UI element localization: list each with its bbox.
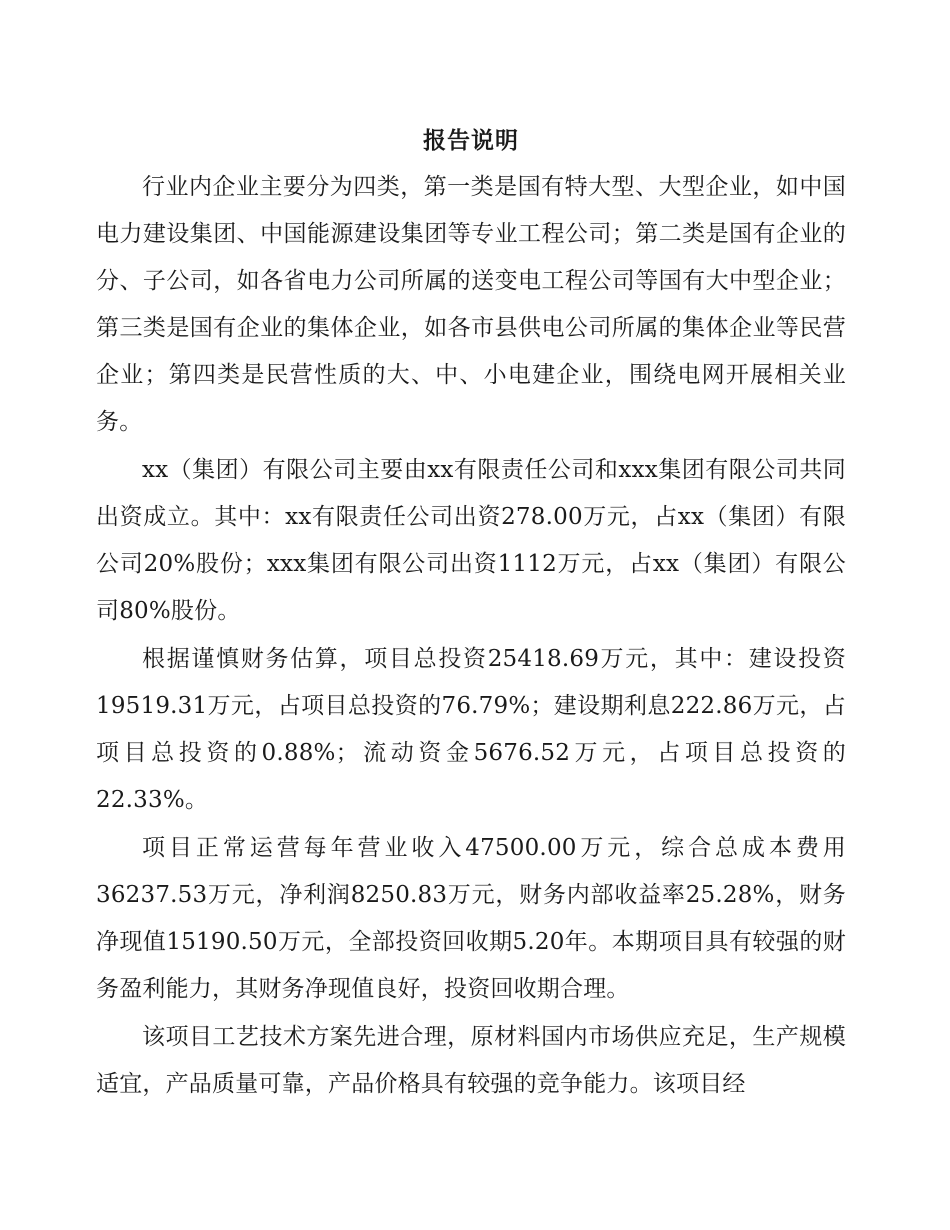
paragraph-investment-estimate: 根据谨慎财务估算，项目总投资25418.69万元，其中：建设投资19519.31万元，占项目总投资的76.79%；建设期利息222.86万元，占项目总投资的0.88%；流动资金5676.52万元，占项目总投资的22.33%。 [96, 646, 846, 813]
paragraph-industry-overview: 行业内企业主要分为四类，第一类是国有特大型、大型企业，如中国电力建设集团、中国能源建设集团等专业工程公司；第二类是国有企业的分、子公司，如各省电力公司所属的送变电工程公司等国有大中型企业；第三类是国有企业的集体企业，如各市县供电公司所属的集体企业等民营企业；第四类是民营性质的大、中、小电建企业，围绕电网开展相关业务。 [96, 174, 846, 435]
document-page [96, 118, 846, 1108]
document-title: 报告说明 [423, 127, 519, 154]
paragraph-financial-performance: 项目正常运营每年营业收入47500.00万元，综合总成本费用36237.53万元，净利润8250.83万元，财务内部收益率25.28%，财务净现值15190.50万元，全部投资回收期5.20年。本期项目具有较强的财务盈利能力，其财务净现值良好，投资回收期合理。 [96, 835, 846, 1002]
paragraph-technical-scheme: 该项目工艺技术方案先进合理，原材料国内市场供应充足，生产规模适宜，产品质量可靠，产品价格具有较强的竞争能力。该项目经 [96, 1024, 846, 1097]
paragraph-company-shareholding: xx（集团）有限公司主要由xx有限责任公司和xxx集团有限公司共同出资成立。其中：xx有限责任公司出资278.00万元，占xx（集团）有限公司20%股份；xxx集团有限公司出资1112万元，占xx（集团）有限公司80%股份。 [96, 457, 846, 624]
